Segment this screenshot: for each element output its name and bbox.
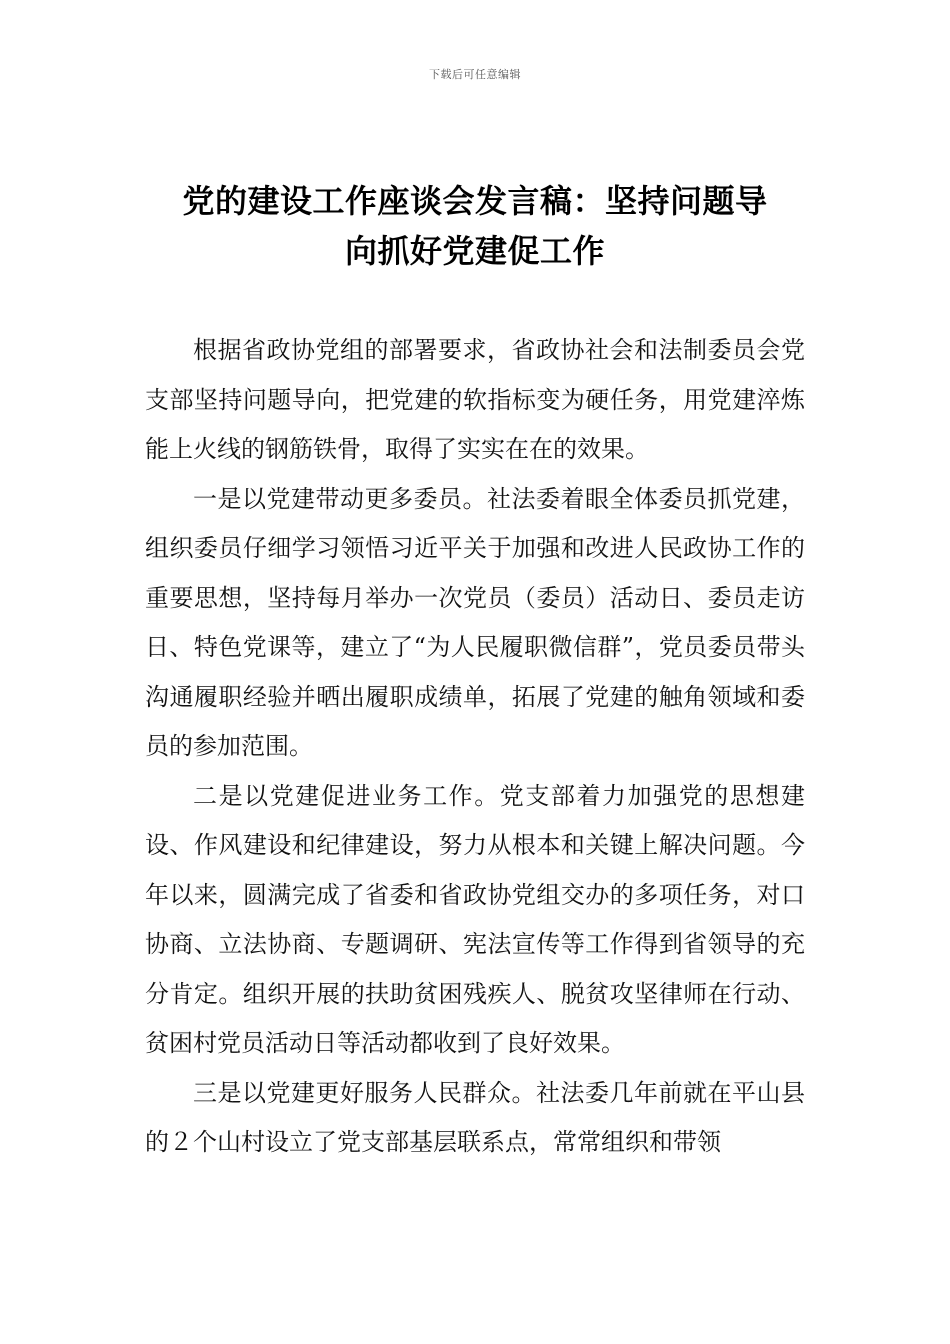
header-note: 下载后可任意编辑 bbox=[429, 68, 521, 81]
paragraph-intro: 根据省政协党组的部署要求，省政协社会和法制委员会党支部坚持问题导向，把党建的软指标变为硬任务，用党建淬炼能上火线的钢筋铁骨，取得了实实在在的效果。 bbox=[145, 336, 805, 463]
paragraph-point-2: 二是以党建促进业务工作。党支部着力加强党的思想建设、作风建设和纪律建设，努力从根本和关键上解决问题。今年以来，圆满完成了省委和省政协党组交办的多项任务，对口协商、立法协商、专题调研、宪法宣传等工作得到省领导的充分肯定。组织开展的扶助贫困残疾人、脱贫攻坚律师在行动、贫困村党员活动日等活动都收到了良好效果。 bbox=[145, 781, 805, 1057]
title-line-1: 党的建设工作座谈会发言稿：坚持问题导 bbox=[182, 182, 768, 220]
paragraph-point-1: 一是以党建带动更多委员。社法委着眼全体委员抓党建，组织委员仔细学习领悟习近平关于加强和改进人民政协工作的重要思想，坚持每月举办一次党员（委员）活动日、委员走访日、特色党课等，建立了“为人民履职微信群”，党员委员带头沟通履职经验并晒出履职成绩单，拓展了党建的触角领域和委员的参加范围。 bbox=[145, 484, 805, 760]
document-body bbox=[145, 326, 805, 1168]
title-line-2: 向抓好党建促工作 bbox=[344, 232, 605, 270]
paragraph-point-3: 三是以党建更好服务人民群众。社法委几年前就在平山县的２个山村设立了党支部基层联系点，常常组织和带领 bbox=[145, 1078, 805, 1156]
document-title bbox=[140, 176, 810, 276]
